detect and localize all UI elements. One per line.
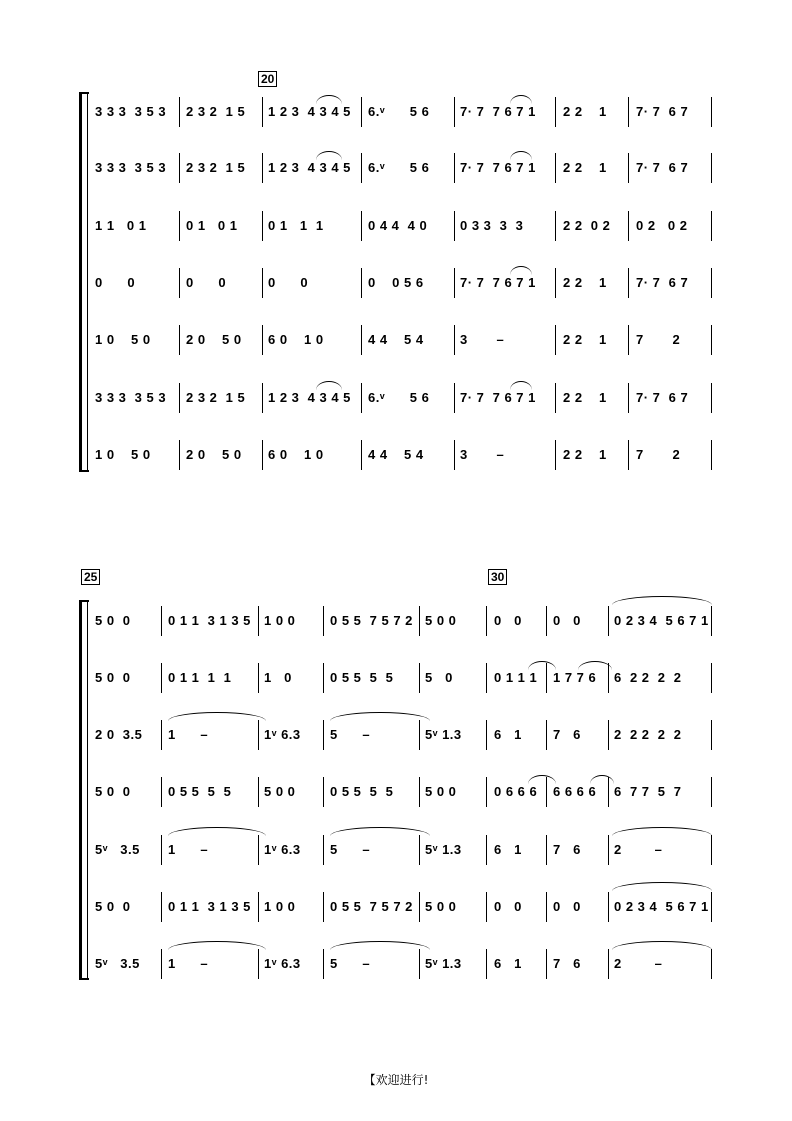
slur — [510, 266, 532, 275]
barline — [486, 606, 487, 636]
barline — [262, 325, 263, 355]
measure: 0 4 4 4 0 — [368, 218, 428, 233]
barline — [608, 606, 609, 636]
measure: 2 2 1 — [563, 447, 607, 462]
staff-row — [0, 892, 792, 922]
barline — [628, 268, 629, 298]
measure: 1 – — [168, 956, 209, 971]
barline — [179, 268, 180, 298]
staff-row — [0, 777, 792, 807]
measure: 7· 7 6 7 — [636, 160, 689, 175]
measure: 1 1 0 1 — [95, 218, 147, 233]
barline — [546, 663, 547, 693]
barline — [419, 949, 420, 979]
measure: 0 1 1 1 1 — [168, 670, 232, 685]
measure: 7 2 — [636, 447, 681, 462]
tie — [612, 941, 712, 950]
measure: 0 0 — [95, 275, 136, 290]
barline — [454, 211, 455, 241]
measure: 6 1 — [494, 956, 522, 971]
barline — [419, 720, 420, 750]
barline — [486, 835, 487, 865]
measure: 5 0 0 — [95, 670, 131, 685]
barline — [161, 835, 162, 865]
barline — [608, 777, 609, 807]
measure: 1 2 3 4 3 4 5 — [268, 104, 351, 119]
measure: 1 2 3 4 3 4 5 — [268, 160, 351, 175]
measure: 5ᵛ 3.5 — [95, 842, 140, 857]
barline — [555, 97, 556, 127]
barline — [711, 153, 712, 183]
barline — [323, 663, 324, 693]
measure: 7 6 — [553, 842, 581, 857]
tie — [612, 827, 712, 836]
staff-row — [0, 153, 792, 183]
measure: 0 1 1 1 — [268, 218, 324, 233]
barline — [608, 663, 609, 693]
measure: 0 1 1 3 1 3 5 — [168, 613, 251, 628]
barline — [628, 325, 629, 355]
barline — [486, 949, 487, 979]
barline — [608, 892, 609, 922]
measure: 2 – — [614, 956, 663, 971]
measure: 0 0 — [268, 275, 309, 290]
barline — [323, 835, 324, 865]
measure: 0 5 5 7 5 7 2 — [330, 613, 413, 628]
barline — [258, 720, 259, 750]
barline — [555, 211, 556, 241]
barline — [179, 440, 180, 470]
barline — [361, 440, 362, 470]
barline — [486, 720, 487, 750]
barline — [454, 153, 455, 183]
barline — [161, 892, 162, 922]
barline — [419, 777, 420, 807]
tie — [330, 712, 430, 721]
measure: 1 0 5 0 — [95, 447, 151, 462]
measure: 7· 7 7 6 7 1 — [460, 104, 536, 119]
barline — [546, 949, 547, 979]
tie — [168, 712, 266, 721]
measure: 2 2 2 2 2 — [614, 727, 682, 742]
staff-row — [0, 720, 792, 750]
measure: 1 0 0 — [264, 899, 296, 914]
barline — [161, 777, 162, 807]
measure: 7· 7 7 6 7 1 — [460, 160, 536, 175]
barline — [711, 663, 712, 693]
staff-row — [0, 835, 792, 865]
barline — [161, 663, 162, 693]
measure: 5 0 0 — [95, 899, 131, 914]
barline — [323, 777, 324, 807]
barline — [419, 835, 420, 865]
measure-number-30: 30 — [488, 569, 507, 585]
measure: 0 5 5 7 5 7 2 — [330, 899, 413, 914]
measure: 0 1 1 3 1 3 5 — [168, 899, 251, 914]
measure: 5ᵛ 1.3 — [425, 956, 462, 971]
slur — [510, 381, 532, 390]
measure: 2 3 2 1 5 — [186, 104, 246, 119]
barline — [711, 606, 712, 636]
measure-number-20: 20 — [258, 71, 277, 87]
barline — [179, 325, 180, 355]
measure: 2 3 2 1 5 — [186, 160, 246, 175]
tie — [578, 661, 612, 670]
measure: 0 0 — [553, 899, 581, 914]
measure: 2 – — [614, 842, 663, 857]
barline — [711, 835, 712, 865]
barline — [258, 777, 259, 807]
measure: 1 7 7 6 — [553, 670, 597, 685]
measure: 5 0 0 — [425, 613, 457, 628]
measure: 0 0 — [494, 899, 522, 914]
measure: 6 0 1 0 — [268, 447, 324, 462]
tie — [528, 661, 556, 670]
barline — [546, 777, 547, 807]
staff-row — [0, 268, 792, 298]
measure: 1 2 3 4 3 4 5 — [268, 390, 351, 405]
measure: 7 6 — [553, 956, 581, 971]
staff-row — [0, 325, 792, 355]
barline — [486, 892, 487, 922]
barline — [361, 268, 362, 298]
barline — [179, 383, 180, 413]
barline — [179, 211, 180, 241]
barline — [555, 383, 556, 413]
measure: 0 5 5 5 5 — [330, 670, 394, 685]
measure: 5ᵛ 1.3 — [425, 727, 462, 742]
measure: 5 – — [330, 956, 371, 971]
barline — [323, 949, 324, 979]
barline — [258, 663, 259, 693]
measure: 7· 7 7 6 7 1 — [460, 275, 536, 290]
barline — [262, 211, 263, 241]
measure: 5 0 — [425, 670, 453, 685]
tie — [330, 941, 430, 950]
measure: 7· 7 6 7 — [636, 390, 689, 405]
measure: 4 4 5 4 — [368, 447, 424, 462]
measure: 0 1 1 1 — [494, 670, 538, 685]
measure: 0 2 3 4 5 6 7 1 — [614, 899, 709, 914]
barline — [711, 268, 712, 298]
barline — [711, 777, 712, 807]
barline — [361, 325, 362, 355]
slur — [510, 151, 532, 160]
barline — [608, 720, 609, 750]
slur — [612, 596, 712, 605]
barline — [711, 440, 712, 470]
measure: 6 0 1 0 — [268, 332, 324, 347]
tie — [168, 827, 266, 836]
barline — [262, 153, 263, 183]
measure: 1ᵛ 6.3 — [264, 727, 301, 742]
staff-row — [0, 606, 792, 636]
barline — [628, 440, 629, 470]
barline — [179, 153, 180, 183]
barline — [608, 835, 609, 865]
barline — [628, 383, 629, 413]
barline — [323, 720, 324, 750]
measure: 1ᵛ 6.3 — [264, 956, 301, 971]
barline — [161, 949, 162, 979]
tie — [528, 775, 556, 784]
measure: 1 0 0 — [264, 613, 296, 628]
measure: 0 0 — [553, 613, 581, 628]
barline — [608, 949, 609, 979]
barline — [454, 268, 455, 298]
barline — [486, 663, 487, 693]
barline — [555, 325, 556, 355]
barline — [454, 325, 455, 355]
barline — [454, 97, 455, 127]
barline — [454, 383, 455, 413]
measure: 2 2 1 — [563, 390, 607, 405]
measure: 1ᵛ 6.3 — [264, 842, 301, 857]
barline — [258, 835, 259, 865]
measure: 5 – — [330, 842, 371, 857]
measure: 0 5 5 5 5 — [330, 784, 394, 799]
measure: 1 – — [168, 842, 209, 857]
staff-row — [0, 211, 792, 241]
measure: 5 0 0 — [95, 784, 131, 799]
slur — [316, 95, 342, 104]
barline — [161, 720, 162, 750]
barline — [262, 268, 263, 298]
barline — [555, 268, 556, 298]
barline — [628, 153, 629, 183]
barline — [361, 97, 362, 127]
measure: 6 6 6 6 — [553, 784, 597, 799]
barline — [179, 97, 180, 127]
measure: 7 6 — [553, 727, 581, 742]
measure: 5 0 0 — [425, 784, 457, 799]
barline — [546, 835, 547, 865]
staff-row — [0, 97, 792, 127]
measure: 3 – — [460, 447, 505, 462]
barline — [323, 606, 324, 636]
staff-row — [0, 663, 792, 693]
measure: 6 7 7 5 7 — [614, 784, 682, 799]
barline — [419, 606, 420, 636]
barline — [161, 606, 162, 636]
measure: 0 6 6 6 — [494, 784, 538, 799]
measure: 1 0 — [264, 670, 292, 685]
slur — [612, 882, 712, 891]
barline — [454, 440, 455, 470]
barline — [628, 211, 629, 241]
barline — [419, 663, 420, 693]
measure: 6.ᵛ 5 6 — [368, 104, 430, 119]
measure: 2 3 2 1 5 — [186, 390, 246, 405]
measure: 5 – — [330, 727, 371, 742]
measure: 5 0 0 — [425, 899, 457, 914]
barline — [419, 892, 420, 922]
barline — [711, 720, 712, 750]
measure: 0 2 3 4 5 6 7 1 — [614, 613, 709, 628]
measure: 6 1 — [494, 842, 522, 857]
measure: 0 0 — [186, 275, 227, 290]
barline — [711, 892, 712, 922]
measure: 7· 7 6 7 — [636, 104, 689, 119]
barline — [258, 949, 259, 979]
barline — [361, 153, 362, 183]
measure: 0 0 5 6 — [368, 275, 424, 290]
measure: 3 3 3 3 5 3 — [95, 160, 167, 175]
barline — [546, 720, 547, 750]
barline — [711, 97, 712, 127]
measure: 0 3 3 3 3 — [460, 218, 524, 233]
measure: 2 2 1 — [563, 332, 607, 347]
slur — [316, 151, 342, 160]
barline — [711, 211, 712, 241]
measure: 3 – — [460, 332, 505, 347]
barline — [262, 440, 263, 470]
barline — [711, 949, 712, 979]
measure: 5 0 0 — [95, 613, 131, 628]
barline — [323, 892, 324, 922]
page-footer: 【欢迎进行! — [363, 1073, 429, 1087]
barline — [258, 606, 259, 636]
barline — [555, 440, 556, 470]
measure: 1 0 5 0 — [95, 332, 151, 347]
barline — [486, 777, 487, 807]
barline — [711, 325, 712, 355]
tie — [168, 941, 266, 950]
barline — [361, 383, 362, 413]
measure: 6 1 — [494, 727, 522, 742]
barline — [262, 383, 263, 413]
barline — [262, 97, 263, 127]
measure: 7 2 — [636, 332, 681, 347]
measure: 5 0 0 — [264, 784, 296, 799]
slur — [510, 95, 532, 104]
measure: 2 2 1 — [563, 160, 607, 175]
measure: 2 0 5 0 — [186, 447, 242, 462]
measure: 2 2 1 — [563, 104, 607, 119]
staff-row — [0, 383, 792, 413]
slur — [316, 381, 342, 390]
barline — [546, 892, 547, 922]
measure: 2 0 5 0 — [186, 332, 242, 347]
measure: 2 2 0 2 — [563, 218, 611, 233]
measure: 3 3 3 3 5 3 — [95, 104, 167, 119]
barline — [258, 892, 259, 922]
measure: 5ᵛ 3.5 — [95, 956, 140, 971]
measure: 6.ᵛ 5 6 — [368, 160, 430, 175]
measure: 2 0 3.5 — [95, 727, 143, 742]
measure-number-25: 25 — [81, 569, 100, 585]
staff-row — [0, 949, 792, 979]
measure: 7· 7 7 6 7 1 — [460, 390, 536, 405]
staff-row — [0, 440, 792, 470]
barline — [361, 211, 362, 241]
barline — [546, 606, 547, 636]
measure: 4 4 5 4 — [368, 332, 424, 347]
measure: 3 3 3 3 5 3 — [95, 390, 167, 405]
barline — [555, 153, 556, 183]
measure: 2 2 1 — [563, 275, 607, 290]
measure: 0 0 — [494, 613, 522, 628]
measure: 6.ᵛ 5 6 — [368, 390, 430, 405]
measure: 0 1 0 1 — [186, 218, 238, 233]
tie — [330, 827, 430, 836]
tie — [590, 775, 614, 784]
measure: 0 5 5 5 5 — [168, 784, 232, 799]
measure: 1 – — [168, 727, 209, 742]
barline — [628, 97, 629, 127]
measure: 7· 7 6 7 — [636, 275, 689, 290]
measure: 5ᵛ 1.3 — [425, 842, 462, 857]
measure: 0 2 0 2 — [636, 218, 688, 233]
measure: 6 2 2 2 2 — [614, 670, 682, 685]
barline — [711, 383, 712, 413]
